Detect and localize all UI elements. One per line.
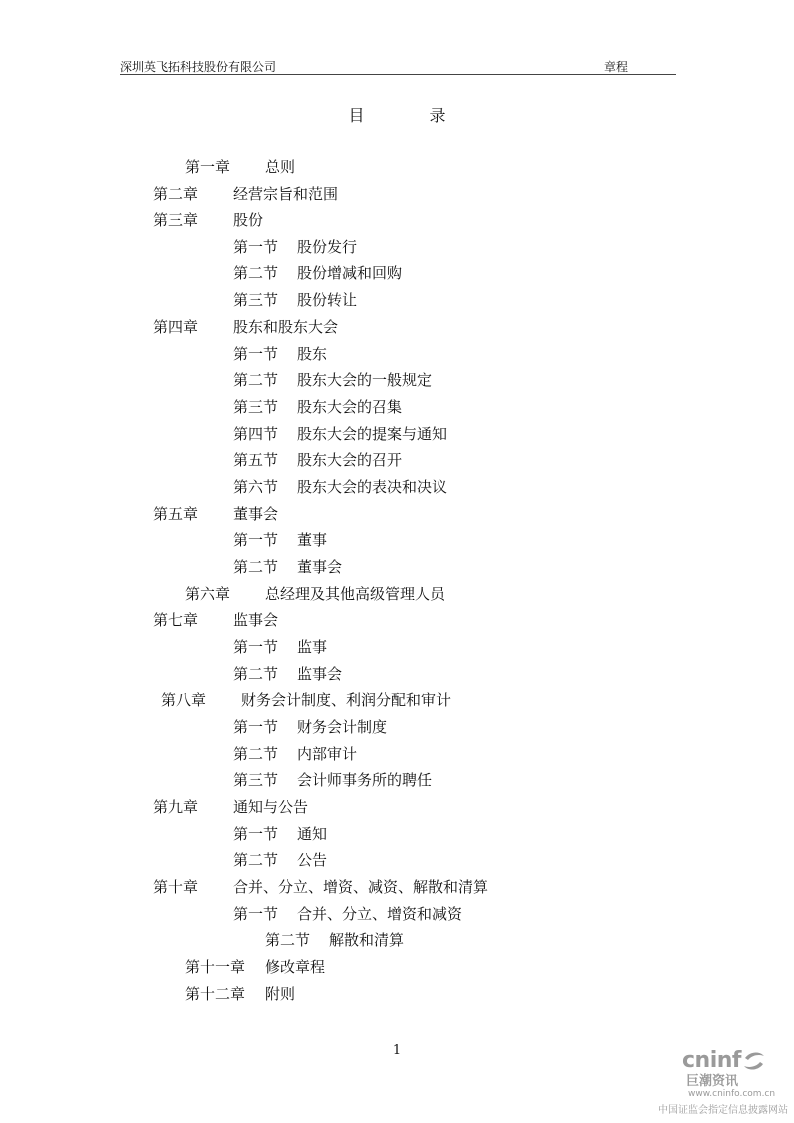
toc-entry-number: 第一章: [185, 158, 231, 176]
toc-entry-number: 第十一章: [185, 958, 246, 976]
toc-entry-number: 第三章: [153, 211, 199, 229]
toc-entry-title: 股份发行: [297, 238, 358, 256]
toc-entry-number: 第一节: [233, 531, 279, 549]
toc-entry-title: 董事: [297, 531, 328, 549]
toc-entry-title: 股东大会的召集: [297, 398, 403, 416]
toc-entry-title: 财务会计制度、利润分配和审计: [241, 691, 452, 709]
toc-entry-title: 总经理及其他高级管理人员: [265, 585, 446, 603]
toc-entry-title: 董事会: [233, 505, 279, 523]
toc-entry-title: 解散和清算: [329, 931, 405, 949]
toc-entry-number: 第三节: [233, 771, 279, 789]
toc-entry-title: 附则: [265, 985, 296, 1003]
toc-title: 目 录: [348, 106, 476, 125]
toc-entry-number: 第七章: [153, 611, 199, 629]
toc-entry-title: 股份转让: [297, 291, 358, 309]
toc-entry-number: 第三节: [233, 398, 279, 416]
toc-entry-number: 第一节: [233, 238, 279, 256]
toc-entry-title: 通知: [297, 825, 328, 843]
toc-entry-title: 内部审计: [297, 745, 358, 763]
toc-entry-title: 股东大会的一般规定: [297, 371, 433, 389]
toc-entry-number: 第二节: [233, 851, 279, 869]
toc-entry-title: 股东和股东大会: [233, 318, 339, 336]
cninfo-swirl-icon: [742, 1050, 766, 1072]
toc-entry-number: 第二节: [233, 558, 279, 576]
toc-entry-number: 第三节: [233, 291, 279, 309]
toc-entry-number: 第二节: [265, 931, 311, 949]
toc-entry-title: 财务会计制度: [297, 718, 388, 736]
cninfo-watermark: [650, 1045, 794, 1123]
toc-entry-number: 第六章: [185, 585, 231, 603]
toc-entry-title: 股东大会的召开: [297, 451, 403, 469]
toc-entry-number: 第八章: [161, 691, 207, 709]
toc-entry-number: 第一节: [233, 638, 279, 656]
toc-entry-title: 合并、分立、增资、减资、解散和清算: [233, 878, 489, 896]
toc-entry-number: 第二节: [233, 371, 279, 389]
toc-entry-number: 第一节: [233, 718, 279, 736]
page-header: [120, 56, 676, 75]
document-type: 章程: [603, 60, 628, 74]
toc-entry-number: 第四节: [233, 425, 279, 443]
toc-entry-number: 第十二章: [185, 985, 246, 1003]
toc-entry-title: 股东大会的表决和决议: [297, 478, 448, 496]
toc-entry-number: 第二节: [233, 745, 279, 763]
toc-entry-number: 第二章: [153, 185, 199, 203]
toc-entry-title: 监事会: [233, 611, 279, 629]
toc-entry-title: 合并、分立、增资和减资: [297, 905, 463, 923]
toc-entry-title: 总则: [265, 158, 296, 176]
toc-entry-number: 第九章: [153, 798, 199, 816]
toc-entry-number: 第五节: [233, 451, 279, 469]
toc-entry-title: 通知与公告: [233, 798, 309, 816]
toc-entry-title: 会计师事务所的聘任: [297, 771, 433, 789]
toc-entry-number: 第四章: [153, 318, 199, 336]
toc-entry-number: 第五章: [153, 505, 199, 523]
toc-entry-title: 监事会: [297, 665, 343, 683]
page-number: 1: [392, 1043, 402, 1058]
company-name: 深圳英飞拓科技股份有限公司: [120, 60, 277, 74]
toc-entry-number: 第十章: [153, 878, 199, 896]
toc-entry-title: 股份: [233, 211, 264, 229]
cninfo-description: 中国证监会指定信息披露网站: [658, 1105, 788, 1116]
toc-entry-title: 股东大会的提案与通知: [297, 425, 448, 443]
toc-entry-number: 第一节: [233, 905, 279, 923]
toc-entry-title: 监事: [297, 638, 328, 656]
toc-entry-title: 董事会: [297, 558, 343, 576]
toc-entry-number: 第一节: [233, 345, 279, 363]
toc-entry-number: 第二节: [233, 665, 279, 683]
toc-entry-title: 修改章程: [265, 958, 326, 976]
cninfo-logo-text: cninf: [682, 1048, 741, 1073]
toc-entry-title: 经营宗旨和范围: [233, 185, 339, 203]
cninfo-url: www.cninfo.com.cn: [688, 1089, 776, 1099]
toc-entry-title: 公告: [297, 851, 328, 869]
toc-entry-number: 第六节: [233, 478, 279, 496]
cninfo-chinese-name: 巨潮资讯: [686, 1074, 739, 1089]
toc-entry-title: 股份增减和回购: [297, 264, 403, 282]
toc-entry-number: 第二节: [233, 264, 279, 282]
toc-entry-number: 第一节: [233, 825, 279, 843]
toc-entry-title: 股东: [297, 345, 328, 363]
